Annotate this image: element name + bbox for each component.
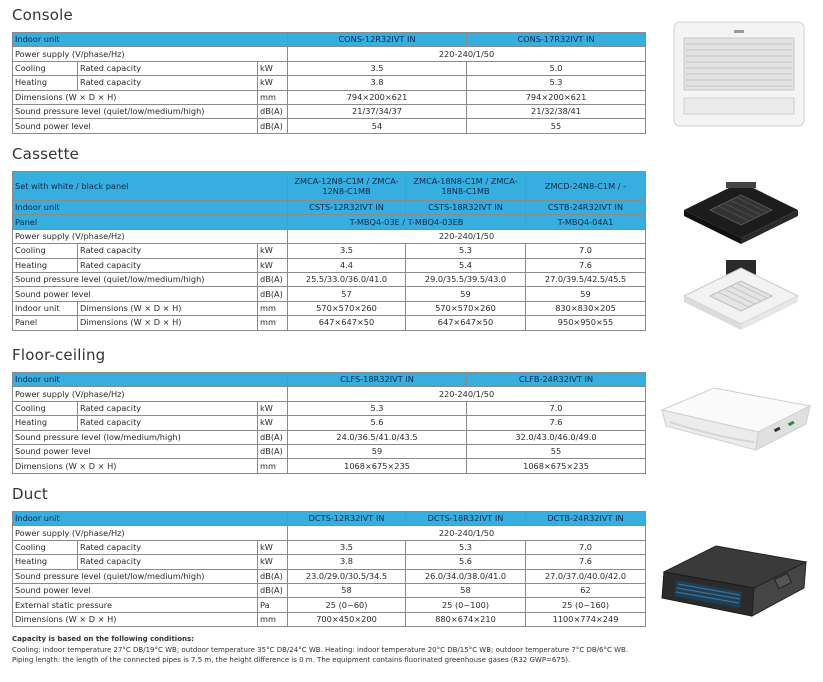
value-cell: 647×647×50	[288, 316, 406, 330]
table-row	[13, 215, 646, 229]
cassette-spec-table	[12, 171, 646, 331]
table-row	[13, 272, 646, 286]
floor-ceiling-unit-image	[656, 380, 816, 460]
table-row	[13, 387, 646, 401]
footnote-line: Cooling: indoor temperature 27°C DB/19°C WB; outdoor temperature 35°C DB/24°C WB. Heating: indoor temperature 20°C DB/15°C WB; outdoor temperature 7°C DB/6°C WB.	[12, 645, 629, 654]
value-cell: 26.0/34.0/38.0/41.0	[406, 569, 526, 583]
value-cell: 57	[288, 287, 406, 301]
value-cell: 5.0	[467, 61, 646, 75]
row-label: Power supply (V/phase/Hz)	[13, 229, 288, 243]
table-row	[13, 416, 646, 430]
value-cell: 25 (0~100)	[406, 598, 526, 612]
row-label: Dimensions (W × D × H)	[13, 459, 258, 473]
value-cell: 7.0	[526, 540, 646, 554]
value-cell: 3.8	[288, 555, 406, 569]
panel-model-cell: T-MBQ4-04A1	[526, 215, 646, 229]
value-cell: 58	[406, 583, 526, 597]
row-label: Sound pressure level (low/medium/high)	[13, 430, 258, 444]
value-cell: 32.0/43.0/46.0/49.0	[467, 430, 646, 444]
unit-cell: mm	[258, 459, 288, 473]
table-row	[13, 287, 646, 301]
unit-cell: dB(A)	[258, 569, 288, 583]
model-cell: CLFS-18R32IVT IN	[288, 373, 467, 387]
value-cell: 5.3	[467, 76, 646, 90]
value-cell: 647×647×50	[406, 316, 526, 330]
row-label: Heating	[13, 258, 78, 272]
row-label: Power supply (V/phase/Hz)	[13, 526, 288, 540]
value-cell: 3.5	[288, 540, 406, 554]
unit-cell: mm	[258, 316, 288, 330]
value-cell: 570×570×260	[288, 301, 406, 315]
row-sublabel: Dimensions (W × D × H)	[78, 316, 258, 330]
value-cell: 880×674×210	[406, 612, 526, 626]
value-cell: 3.5	[288, 61, 467, 75]
model-cell: CONS-17R32IVT IN	[467, 33, 646, 47]
model-cell: CSTS-18R32IVT IN	[406, 201, 526, 215]
row-label: Cooling	[13, 61, 78, 75]
table-row	[13, 119, 646, 133]
value-cell: 220-240/1/50	[288, 47, 646, 61]
value-cell: 58	[288, 583, 406, 597]
row-label: Indoor unit	[13, 201, 288, 215]
value-cell: 220-240/1/50	[288, 229, 646, 243]
value-cell: 1068×675×235	[288, 459, 467, 473]
row-label: Sound power level	[13, 119, 258, 133]
model-cell: CLFB-24R32IVT IN	[467, 373, 646, 387]
model-cell: CONS-12R32IVT IN	[288, 33, 467, 47]
value-cell: 59	[288, 444, 467, 458]
unit-cell: dB(A)	[258, 583, 288, 597]
table-row	[13, 90, 646, 104]
table-row	[13, 301, 646, 315]
floor-ceiling-spec-table	[12, 372, 646, 474]
unit-cell: mm	[258, 90, 288, 104]
table-row	[13, 401, 646, 415]
unit-cell: kW	[258, 76, 288, 90]
unit-cell: kW	[258, 61, 288, 75]
value-cell: 7.0	[526, 244, 646, 258]
value-cell: 21/37/34/37	[288, 104, 467, 118]
row-label: Panel	[13, 316, 78, 330]
value-cell: 5.3	[406, 540, 526, 554]
unit-cell: dB(A)	[258, 272, 288, 286]
table-row	[13, 201, 646, 215]
table-row	[13, 430, 646, 444]
table-row	[13, 104, 646, 118]
value-cell: 7.0	[467, 401, 646, 415]
table-row	[13, 33, 646, 47]
value-cell: 7.6	[467, 416, 646, 430]
table-row	[13, 229, 646, 243]
row-sublabel: Rated capacity	[78, 61, 258, 75]
row-label: Panel	[13, 215, 288, 229]
unit-cell: kW	[258, 540, 288, 554]
row-sublabel: Rated capacity	[78, 401, 258, 415]
row-label: Sound power level	[13, 583, 258, 597]
row-label: External static pressure	[13, 598, 258, 612]
unit-cell: kW	[258, 258, 288, 272]
set-cell: ZMCD-24N8-C1M / -	[526, 172, 646, 201]
row-sublabel: Dimensions (W × D × H)	[78, 301, 258, 315]
value-cell: 1068×675×235	[467, 459, 646, 473]
unit-cell: mm	[258, 612, 288, 626]
table-row	[13, 598, 646, 612]
row-sublabel: Rated capacity	[78, 244, 258, 258]
value-cell: 62	[526, 583, 646, 597]
table-row	[13, 61, 646, 75]
value-cell: 7.6	[526, 258, 646, 272]
unit-cell: kW	[258, 401, 288, 415]
footnote-heading: Capacity is based on the following conditions:	[12, 635, 194, 643]
value-cell: 24.0/36.5/41.0/43.5	[288, 430, 467, 444]
table-row	[13, 512, 646, 526]
console-spec-table	[12, 32, 646, 134]
table-row	[13, 583, 646, 597]
table-row	[13, 172, 646, 201]
value-cell: 59	[526, 287, 646, 301]
row-label: Indoor unit	[13, 301, 78, 315]
set-cell: ZMCA-12N8-C1M / ZMCA-12N8-C1MB	[288, 172, 406, 201]
value-cell: 4.4	[288, 258, 406, 272]
row-label: Sound power level	[13, 444, 258, 458]
footnote-line: Piping length: the length of the connected pipes is 7.5 m, the height difference is 0 m. The equipment contains fluorinated greenhouse gases (R32 GWP=675).	[12, 656, 571, 664]
row-sublabel: Rated capacity	[78, 258, 258, 272]
table-row	[13, 316, 646, 330]
row-label: Indoor unit	[13, 33, 288, 47]
set-cell: ZMCA-18N8-C1M / ZMCA-18N8-C1MB	[406, 172, 526, 201]
row-label: Sound pressure level (quiet/low/medium/high)	[13, 104, 258, 118]
row-label: Sound pressure level (quiet/low/medium/high)	[13, 569, 258, 583]
model-cell: DCTS-18R32IVT IN	[406, 512, 526, 526]
table-row	[13, 76, 646, 90]
table-row	[13, 444, 646, 458]
value-cell: 794×200×621	[467, 90, 646, 104]
value-cell: 21/32/38/41	[467, 104, 646, 118]
row-label: Heating	[13, 416, 78, 430]
row-label: Dimensions (W × D × H)	[13, 612, 258, 626]
value-cell: 25 (0~60)	[288, 598, 406, 612]
row-label: Indoor unit	[13, 373, 288, 387]
unit-cell: mm	[258, 301, 288, 315]
value-cell: 25.5/33.0/36.0/41.0	[288, 272, 406, 286]
model-cell: CSTS-12R32IVT IN	[288, 201, 406, 215]
model-cell: CSTB-24R32IVT IN	[526, 201, 646, 215]
row-label: Power supply (V/phase/Hz)	[13, 387, 288, 401]
row-label: Dimensions (W × D × H)	[13, 90, 258, 104]
value-cell: 23.0/29.0/30.5/34.5	[288, 569, 406, 583]
row-sublabel: Rated capacity	[78, 540, 258, 554]
cassette-black-panel-image	[676, 168, 806, 248]
value-cell: 55	[467, 444, 646, 458]
duct-unit-image	[656, 536, 814, 622]
row-sublabel: Rated capacity	[78, 76, 258, 90]
value-cell: 54	[288, 119, 467, 133]
section-title-duct: Duct	[12, 485, 48, 503]
unit-cell: dB(A)	[258, 430, 288, 444]
value-cell: 950×950×55	[526, 316, 646, 330]
section-title-floor-ceiling: Floor-ceiling	[12, 346, 106, 364]
value-cell: 27.0/39.5/42.5/45.5	[526, 272, 646, 286]
value-cell: 27.0/37.0/40.0/42.0	[526, 569, 646, 583]
unit-cell: kW	[258, 416, 288, 430]
value-cell: 25 (0~160)	[526, 598, 646, 612]
unit-cell: dB(A)	[258, 287, 288, 301]
value-cell: 220-240/1/50	[288, 387, 646, 401]
value-cell: 5.4	[406, 258, 526, 272]
table-row	[13, 555, 646, 569]
row-label: Cooling	[13, 540, 78, 554]
table-row	[13, 612, 646, 626]
value-cell: 59	[406, 287, 526, 301]
row-label: Power supply (V/phase/Hz)	[13, 47, 288, 61]
row-label: Heating	[13, 555, 78, 569]
value-cell: 830×830×205	[526, 301, 646, 315]
row-label: Cooling	[13, 244, 78, 258]
unit-cell: kW	[258, 555, 288, 569]
footnotes	[12, 634, 812, 666]
table-row	[13, 373, 646, 387]
unit-cell: dB(A)	[258, 104, 288, 118]
table-row	[13, 47, 646, 61]
value-cell: 1100×774×249	[526, 612, 646, 626]
table-row	[13, 244, 646, 258]
table-row	[13, 526, 646, 540]
table-row	[13, 258, 646, 272]
console-unit-image	[670, 18, 808, 130]
row-label: Set with white / black panel	[13, 172, 288, 201]
value-cell: 5.3	[406, 244, 526, 258]
panel-model-cell: T-MBQ4-03E / T-MBQ4-03EB	[288, 215, 526, 229]
table-row	[13, 540, 646, 554]
unit-cell: kW	[258, 244, 288, 258]
value-cell: 5.6	[406, 555, 526, 569]
value-cell: 7.6	[526, 555, 646, 569]
value-cell: 3.8	[288, 76, 467, 90]
value-cell: 700×450×200	[288, 612, 406, 626]
row-label: Cooling	[13, 401, 78, 415]
row-label: Heating	[13, 76, 78, 90]
value-cell: 220-240/1/50	[288, 526, 646, 540]
duct-spec-table	[12, 511, 646, 627]
row-label: Indoor unit	[13, 512, 288, 526]
row-label: Sound power level	[13, 287, 258, 301]
section-title-console: Console	[12, 6, 73, 24]
value-cell: 55	[467, 119, 646, 133]
value-cell: 29.0/35.5/39.5/43.0	[406, 272, 526, 286]
unit-cell: dB(A)	[258, 444, 288, 458]
value-cell: 5.6	[288, 416, 467, 430]
row-sublabel: Rated capacity	[78, 416, 258, 430]
cassette-white-panel-image	[676, 254, 806, 334]
section-title-cassette: Cassette	[12, 145, 80, 163]
row-sublabel: Rated capacity	[78, 555, 258, 569]
unit-cell: dB(A)	[258, 119, 288, 133]
value-cell: 570×570×260	[406, 301, 526, 315]
unit-cell: Pa	[258, 598, 288, 612]
row-label: Sound pressure level (quiet/low/medium/high)	[13, 272, 258, 286]
table-row	[13, 569, 646, 583]
value-cell: 794×200×621	[288, 90, 467, 104]
value-cell: 3.5	[288, 244, 406, 258]
value-cell: 5.3	[288, 401, 467, 415]
model-cell: DCTB-24R32IVT IN	[526, 512, 646, 526]
table-row	[13, 459, 646, 473]
model-cell: DCTS-12R32IVT IN	[288, 512, 406, 526]
